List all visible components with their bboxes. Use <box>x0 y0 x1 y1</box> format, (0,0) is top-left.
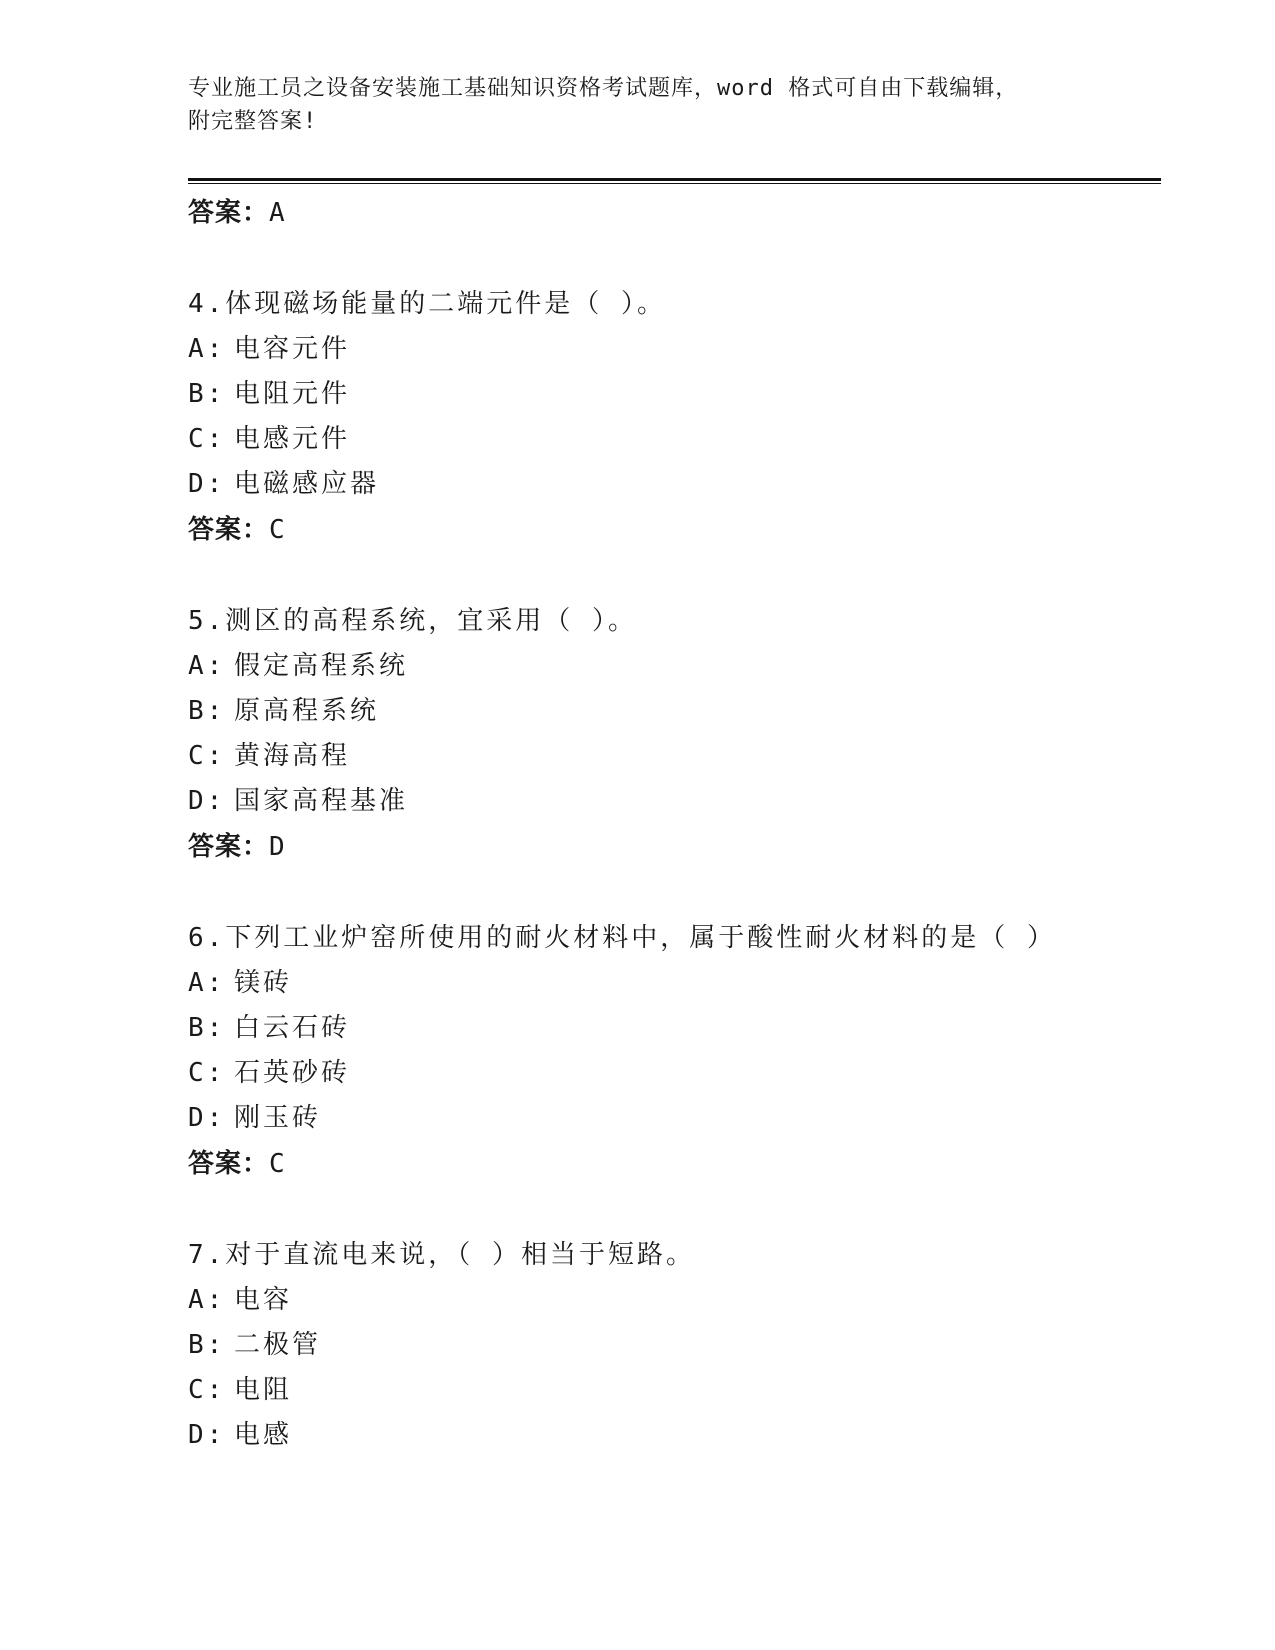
header-divider-thick <box>188 178 1161 181</box>
option-c: C: 电阻 <box>188 1375 293 1405</box>
question-4 <box>188 281 1148 553</box>
answer-value: C <box>269 515 286 545</box>
header-divider-thin <box>188 183 1161 184</box>
question-list <box>188 190 1148 1458</box>
answer-line <box>188 507 1148 553</box>
question-7 <box>188 1232 1148 1458</box>
answer-line <box>188 824 1148 870</box>
option-b: B: 原高程系统 <box>188 696 380 726</box>
option-d: D: 电磁感应器 <box>188 469 380 499</box>
question-stem: 4.体现磁场能量的二端元件是（ ）。 <box>188 289 666 319</box>
answer-line <box>188 190 1148 236</box>
option-c: C: 黄海高程 <box>188 741 351 771</box>
option-c: C: 电感元件 <box>188 424 351 454</box>
option-d: D: 国家高程基准 <box>188 786 409 816</box>
option-a: A: 电容元件 <box>188 334 351 364</box>
answer-value: C <box>269 1149 286 1179</box>
answer-label: 答案： <box>188 515 270 545</box>
question-stem: 6.下列工业炉窑所使用的耐火材料中，属于酸性耐火材料的是（ ） <box>188 923 1056 953</box>
answer-label: 答案： <box>188 832 270 862</box>
answer-line <box>188 1141 1148 1187</box>
option-d: D: 电感 <box>188 1420 293 1450</box>
answer-value: A <box>269 198 286 228</box>
option-b: B: 二极管 <box>188 1330 322 1360</box>
option-a: A: 镁砖 <box>188 968 293 998</box>
question-5 <box>188 598 1148 870</box>
answer-label: 答案： <box>188 1149 270 1179</box>
option-c: C: 石英砂砖 <box>188 1058 351 1088</box>
header-line-1: 专业施工员之设备安装施工基础知识资格考试题库，word 格式可自由下载编辑， <box>188 76 1019 101</box>
answer-value: D <box>269 832 286 862</box>
question-stem: 5.测区的高程系统，宜采用（ ）。 <box>188 606 637 636</box>
header-line-2: 附完整答案! <box>188 109 318 134</box>
answer-label: 答案： <box>188 198 270 228</box>
option-d: D: 刚玉砖 <box>188 1103 322 1133</box>
option-b: B: 电阻元件 <box>188 379 351 409</box>
document-header <box>188 72 1068 138</box>
option-b: B: 白云石砖 <box>188 1013 351 1043</box>
question-stem: 7.对于直流电来说，（ ）相当于短路。 <box>188 1240 695 1270</box>
question-6 <box>188 915 1148 1187</box>
option-a: A: 假定高程系统 <box>188 651 409 681</box>
option-a: A: 电容 <box>188 1285 293 1315</box>
